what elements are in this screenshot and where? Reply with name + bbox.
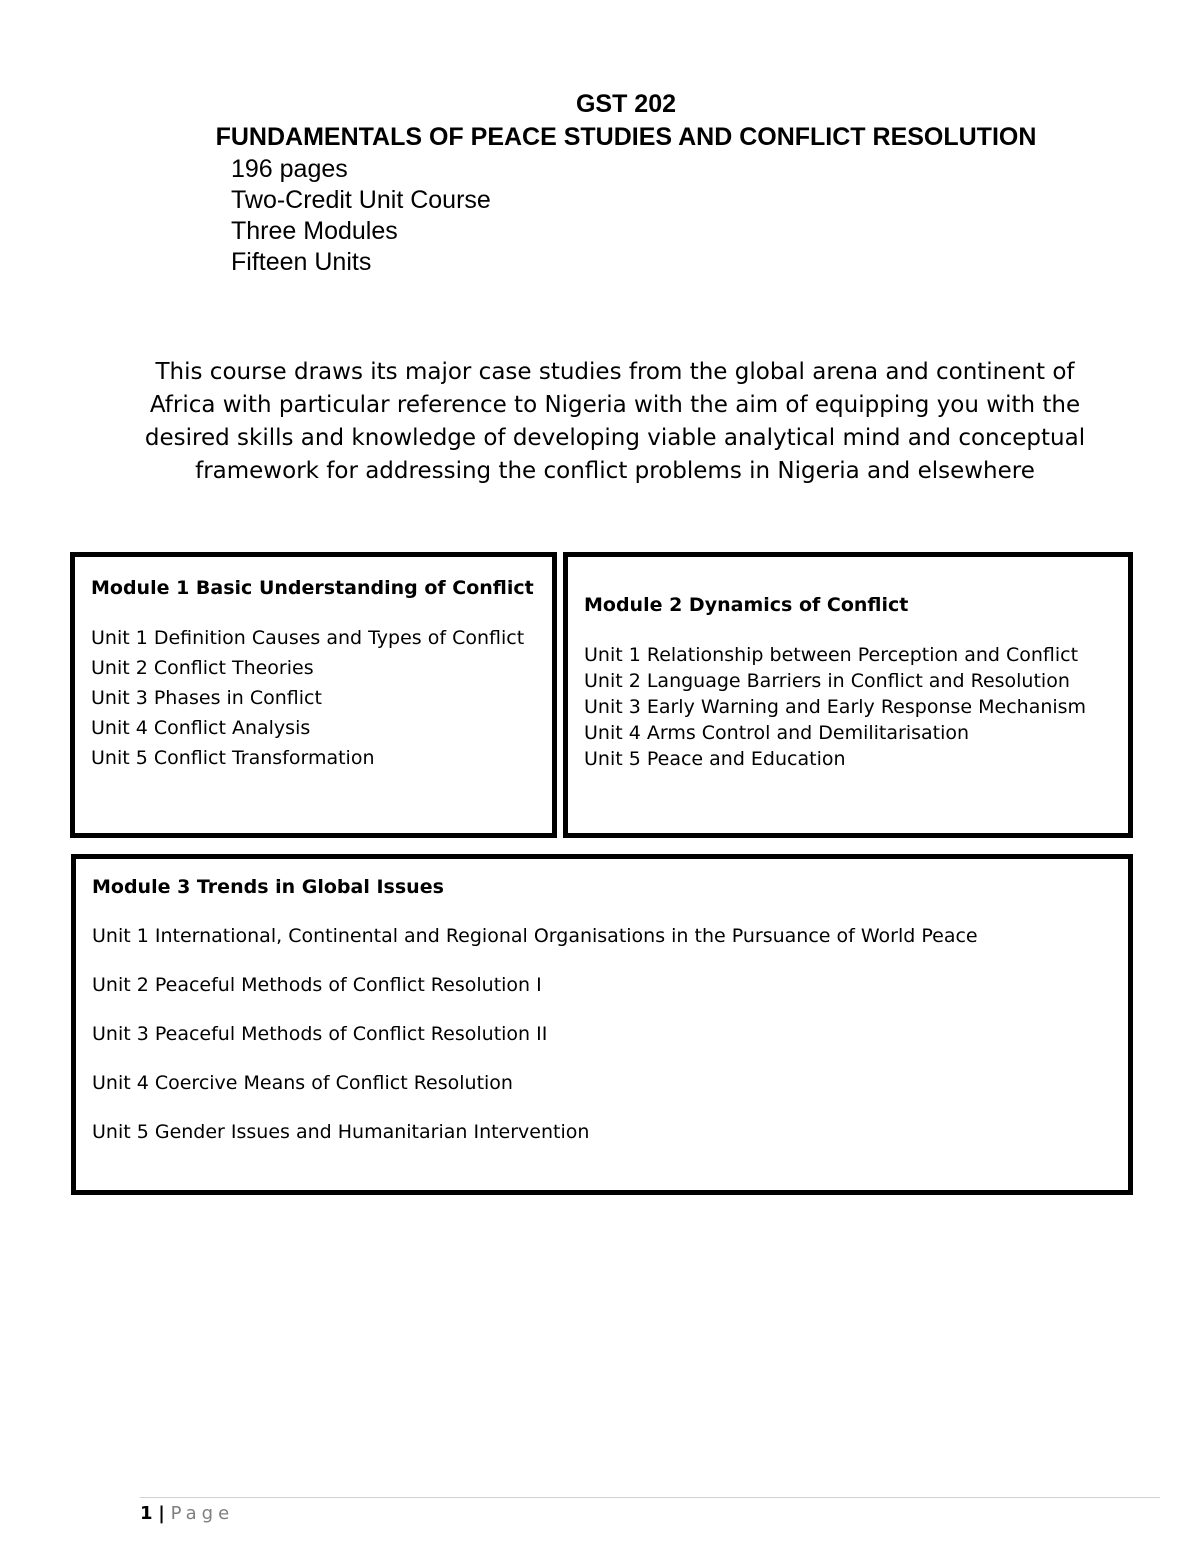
module-1-title: Module 1 Basic Understanding of Conflict bbox=[91, 577, 534, 599]
module-3-title: Module 3 Trends in Global Issues bbox=[92, 876, 444, 898]
page-footer bbox=[140, 1502, 234, 1526]
module-3-box bbox=[71, 854, 1133, 1195]
module-3-unit-1: Unit 1 International, Continental and Regional Organisations in the Pursuance of World Peace bbox=[92, 925, 978, 947]
module-2-unit-2: Unit 2 Language Barriers in Conflict and Resolution bbox=[584, 670, 1070, 692]
footer-divider bbox=[140, 1497, 1160, 1498]
module-3-unit-3: Unit 3 Peaceful Methods of Conflict Resolution II bbox=[92, 1023, 548, 1045]
module-2-unit-4: Unit 4 Arms Control and Demilitarisation bbox=[584, 722, 970, 744]
page-number: 1 bbox=[140, 1503, 153, 1524]
module-1-unit-1: Unit 1 Definition Causes and Types of Conflict bbox=[91, 627, 525, 649]
module-1-unit-2: Unit 2 Conflict Theories bbox=[91, 657, 314, 679]
footer-separator: | bbox=[158, 1503, 165, 1524]
course-description: This course draws its major case studies from the global arena and continent of Africa with particular reference to Nigeria with the aim of equipping you with the desired skills and knowledge of developing viable analytical mind and conceptual framework for addressing the conflict problems in Nigeria and elsewhere bbox=[144, 359, 1086, 484]
module-3-unit-4: Unit 4 Coercive Means of Conflict Resolution bbox=[92, 1072, 513, 1094]
meta-pages: 196 pages bbox=[231, 155, 348, 183]
module-2-title: Module 2 Dynamics of Conflict bbox=[584, 594, 909, 616]
module-3-unit-2: Unit 2 Peaceful Methods of Conflict Resolution I bbox=[92, 974, 542, 996]
module-2-box bbox=[563, 552, 1133, 838]
meta-units: Fifteen Units bbox=[231, 248, 372, 276]
course-meta bbox=[231, 154, 491, 278]
module-1-unit-3: Unit 3 Phases in Conflict bbox=[91, 687, 322, 709]
module-2-unit-3: Unit 3 Early Warning and Early Response Mechanism bbox=[584, 696, 1087, 718]
course-code: GST 202 bbox=[575, 90, 677, 118]
meta-credit-units: Two-Credit Unit Course bbox=[231, 186, 491, 214]
module-1-box bbox=[70, 552, 557, 838]
module-1-unit-5: Unit 5 Conflict Transformation bbox=[91, 747, 375, 769]
module-1-unit-4: Unit 4 Conflict Analysis bbox=[91, 717, 311, 739]
page-label: Page bbox=[170, 1503, 235, 1524]
module-2-unit-1: Unit 1 Relationship between Perception and Conflict bbox=[584, 644, 1079, 666]
course-title: FUNDAMENTALS OF PEACE STUDIES AND CONFLICT RESOLUTION bbox=[215, 123, 1037, 151]
module-3-unit-5: Unit 5 Gender Issues and Humanitarian Intervention bbox=[92, 1121, 590, 1143]
module-2-unit-5: Unit 5 Peace and Education bbox=[584, 748, 846, 770]
meta-modules: Three Modules bbox=[231, 217, 398, 245]
